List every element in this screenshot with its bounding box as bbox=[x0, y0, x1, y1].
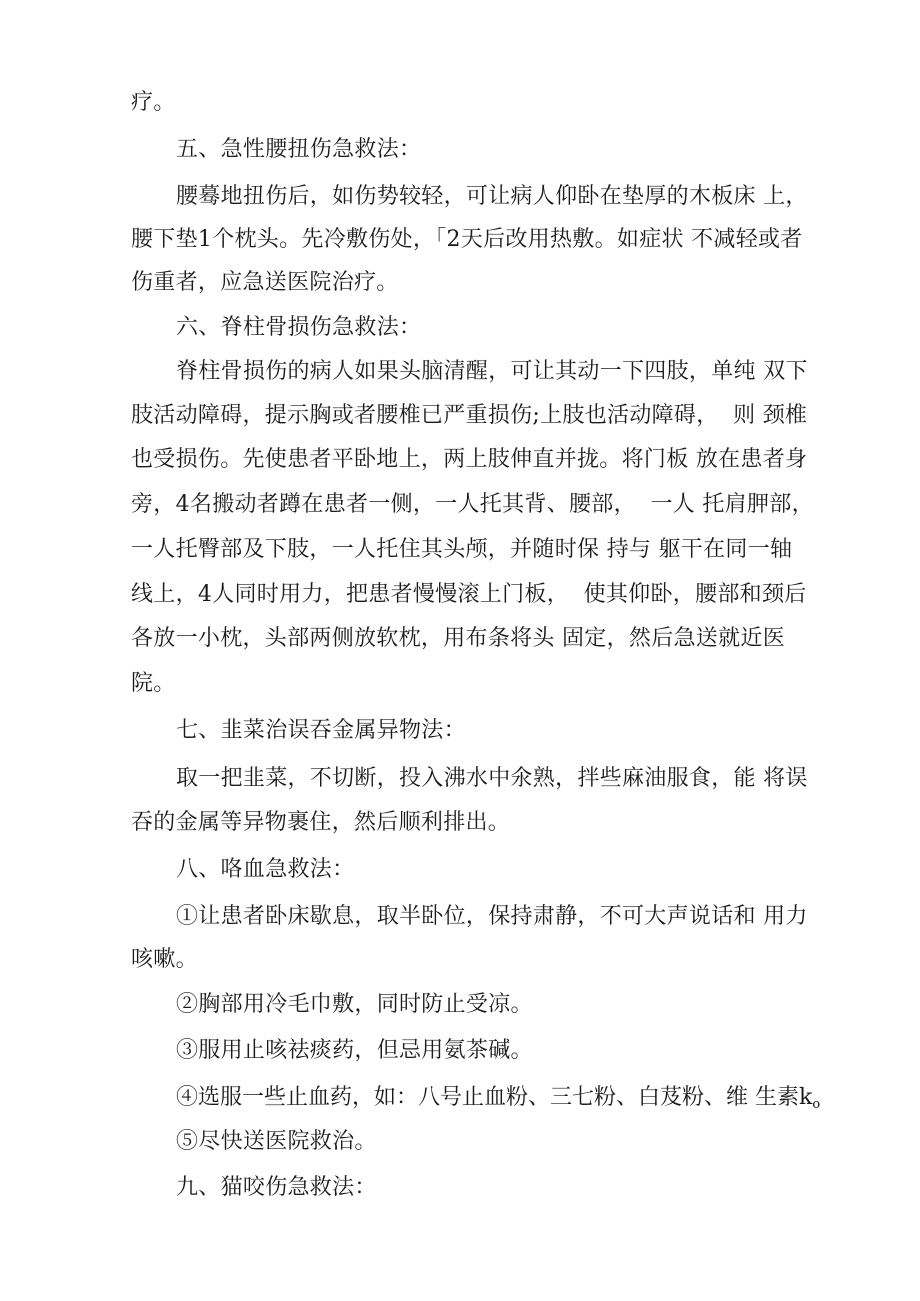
text-line: 疗。 bbox=[131, 90, 176, 115]
text-line: ⑤尽快送医院救治。 bbox=[176, 1129, 377, 1154]
text-line: ②胸部用冷毛巾敷，同时防止受凉。 bbox=[176, 992, 533, 1017]
section-heading: 九、猫咬伤急救法： bbox=[176, 1175, 377, 1200]
text-line: 各放一小枕，头部两侧放软枕，用布条将头 固定，然后急送就近医 bbox=[131, 626, 785, 651]
text-line: 旁，4名搬动者蹲在患者一侧，一人托其背、腰部， 一人 托肩胛部， bbox=[131, 492, 814, 517]
text-line: ①让患者卧床歇息，取半卧位，保持肃静，不可大声说话和 用力 bbox=[176, 904, 808, 929]
text-line: 也受损伤。先使患者平卧地上，两上肢伸直并拢。将门板 放在患者身 bbox=[131, 447, 808, 472]
section-heading: 五、急性腰扭伤急救法： bbox=[176, 137, 422, 162]
text-line: 一人托臀部及下肢，一人托住其头颅，并随时保 持与 躯干在同一轴 bbox=[131, 537, 793, 562]
text-line: 取一把韭菜，不切断，投入沸水中氽熟，拌些麻油服食，能 将误 bbox=[176, 766, 808, 791]
section-heading: 六、脊柱骨损伤急救法： bbox=[176, 315, 422, 340]
text-line: 吞的金属等异物裹住，然后顺利排出。 bbox=[131, 810, 511, 835]
text-line: ③服用止咳祛痰药，但忌用氨茶碱。 bbox=[176, 1038, 533, 1063]
text-line-suffix: o bbox=[812, 1097, 821, 1112]
text-line-main: ④选服一些止血药，如：八号止血粉、三七粉、白芨粉、维 生素k bbox=[176, 1085, 813, 1110]
text-line: 伤重者，应急送医院治疗。 bbox=[131, 270, 399, 295]
text-line bbox=[176, 1083, 820, 1120]
text-line: 咳嗽。 bbox=[131, 947, 198, 972]
section-heading: 七、韭菜治误吞金属异物法： bbox=[176, 718, 466, 743]
text-line: 腰下垫1个枕头。先冷敷伤处，「2天后改用热敷。如症状 不减轻或者 bbox=[131, 227, 803, 252]
text-line: 肢活动障碍，提示胸或者腰椎已严重损伤;上肢也活动障碍， 则 颈椎 bbox=[131, 403, 808, 428]
text-line: 腰蓦地扭伤后，如伤势较轻，可让病人仰卧在垫厚的木板床 上， bbox=[176, 184, 808, 209]
text-line: 线上，4人同时用力，把患者慢慢滚上门板， 使其仰卧，腰部和颈后 bbox=[131, 582, 807, 607]
text-line: 院。 bbox=[131, 671, 176, 696]
section-heading: 八、咯血急救法： bbox=[176, 857, 355, 882]
text-line: 脊柱骨损伤的病人如果头脑清醒，可让其动一下四肢，单纯 双下 bbox=[176, 359, 808, 384]
